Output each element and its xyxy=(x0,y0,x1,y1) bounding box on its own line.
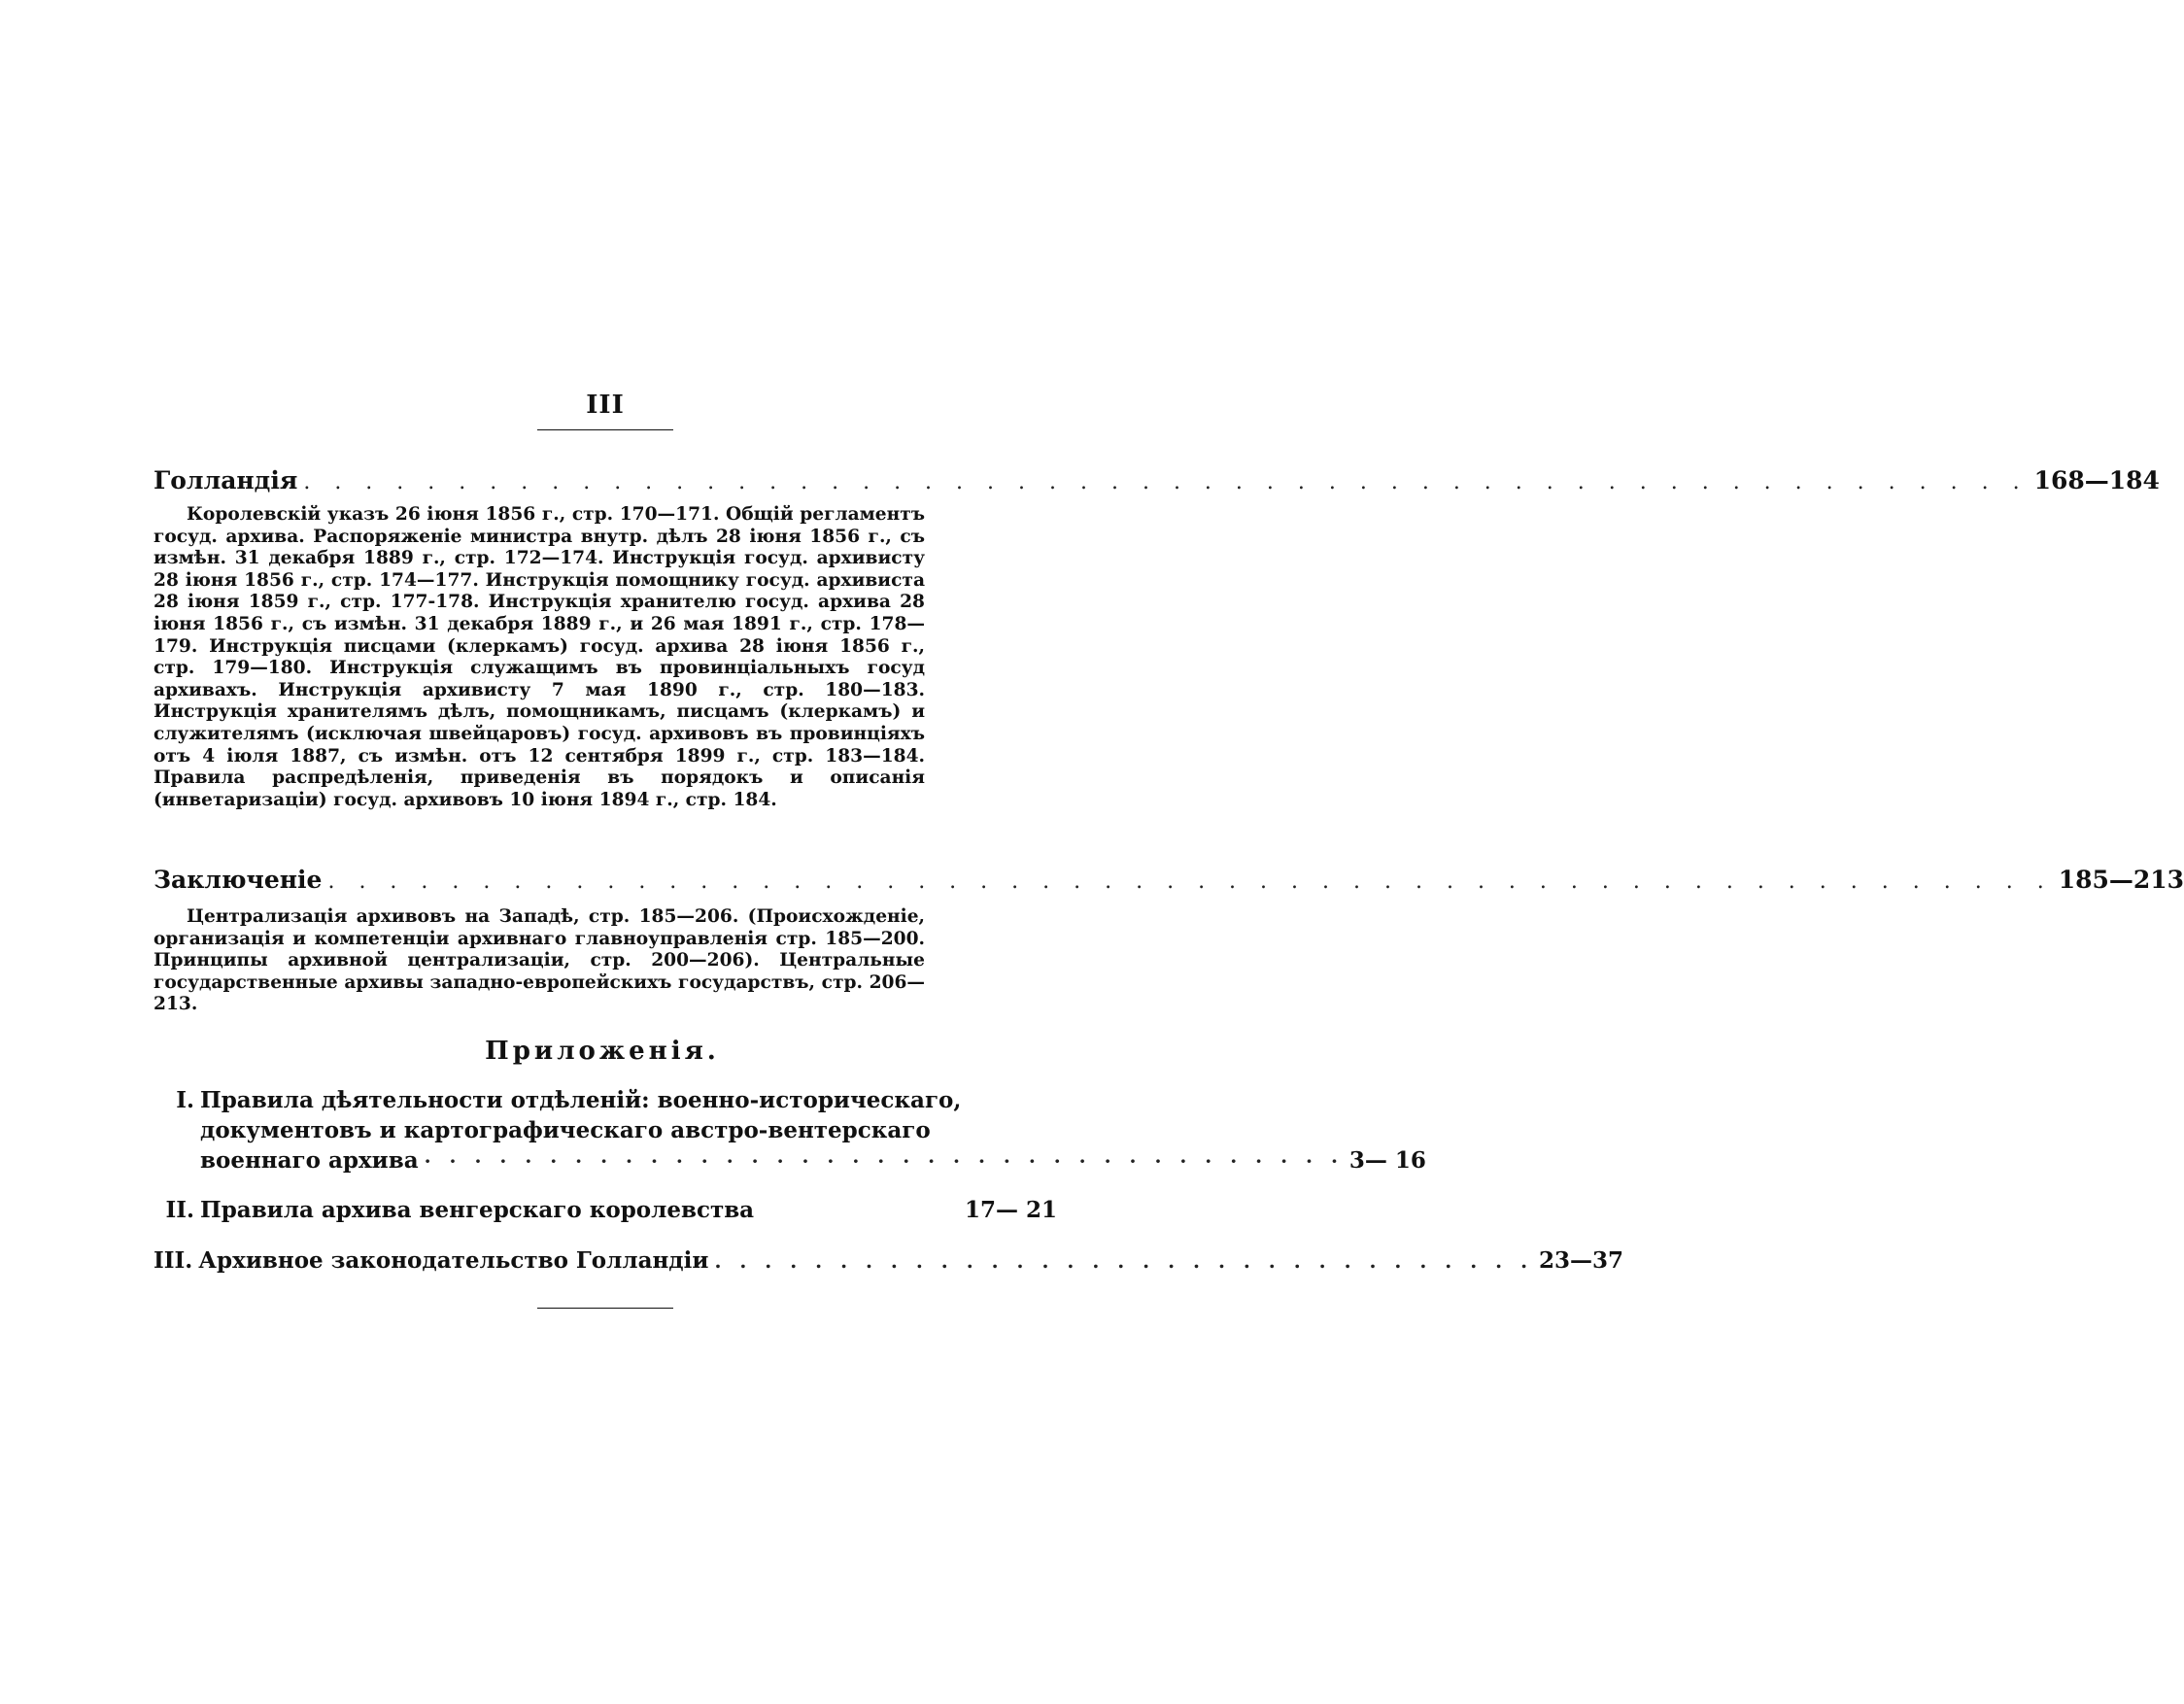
toc-entry-title: Заключеніе xyxy=(154,866,323,894)
toc-entry-pages: 168—184 xyxy=(2033,466,2160,494)
toc-entry-description: Централизація архивовъ на Западѣ, стр. 185—206. (Происхожденіе, организація и компетенціи архивнаго главноуправленія стр. 185—200. Принципы архивной централизаціи, стр. 200—206). Центральные государственные архивы западно-европейскихъ государствъ, стр. 206—213. xyxy=(154,906,925,1015)
appendix-number: III. xyxy=(154,1247,193,1274)
toc-entry-title: Голландія xyxy=(154,466,298,494)
appendix-title-line: военнаго архива xyxy=(200,1147,419,1174)
leader-dots: · · · · · · · · · · · · · · · · · · · · · · · · · · · · · · · · · · · · · xyxy=(424,1149,1344,1173)
leader-dots: . . . . . . . . . . . . . . . . . . . . . . . . . . . . . . . . . xyxy=(714,1249,1534,1273)
appendix-item-2 xyxy=(154,1195,1057,1225)
appendix-title-line: документовъ и картографическаго австро-вентерскаго xyxy=(200,1117,931,1143)
appendix-title-line: Правила дѣятельности отдѣленій: военно-историческаго, xyxy=(200,1087,962,1113)
appendices-heading: Приложенія. xyxy=(485,1037,720,1066)
appendix-pages: 23—37 xyxy=(1539,1247,1624,1274)
appendix-item-1 xyxy=(154,1085,1426,1176)
header-rule xyxy=(537,429,673,430)
appendix-item-3 xyxy=(154,1245,1624,1276)
appendix-number: I. xyxy=(176,1087,194,1113)
leader-dots: . . . . . . . . . . . . . . . . . . . . . . . . . . . . . . . . . . . . . . . . . . . . . . . . . . . . . . . . xyxy=(303,470,2029,494)
footer-rule xyxy=(537,1308,673,1309)
appendix-pages: 17— 21 xyxy=(964,1197,1057,1223)
toc-entry-pages: 185—213 xyxy=(2058,866,2184,894)
appendix-title-line: Архивное законодательство Голландіи xyxy=(198,1247,709,1274)
toc-entry-description: Королевскій указъ 26 іюня 1856 г., стр. 170—171. Общій регламентъ госуд. архива. Распоряженіе министра внутр. дѣлъ 28 іюня 1856 г., съ измѣн. 31 декабря 1889 г., стр. 172—174. Инструкція госуд. архивисту 28 іюня 1856 г., стр. 174—177. Инструкція помощнику госуд. архивиста 28 іюня 1859 г., стр. 177-178. Инструкція хранителю госуд. архива 28 іюня 1856 г., съ измѣн. 31 декабря 1889 г., и 26 мая 1891 г., стр. 178—179. Инструкція писцами (клеркамъ) госуд. архива 28 іюня 1856 г., стр. 179—180. Инструкція служащимъ въ провинціальныхъ госуд архивахъ. Инструкція архивисту 7 мая 1890 г., стр. 180—183. Инструкція хранителямъ дѣлъ, помощникамъ, писцамъ (клеркамъ) и служителямъ (исключая швейцаровъ) госуд. архивовъ въ провинціяхъ отъ 4 іюля 1887, съ измѣн. отъ 12 сентября 1899 г., стр. 183—184. Правила распредѣленія, приведенія въ порядокъ и описанія (инветаризаціи) госуд. архивовъ 10 іюня 1894 г., стр. 184. xyxy=(154,504,925,810)
appendix-number: II. xyxy=(165,1197,194,1223)
toc-entry-holland xyxy=(154,466,2160,501)
page-number: III xyxy=(586,391,625,420)
appendix-title-line: Правила архива венгерскаго королевства xyxy=(200,1197,755,1223)
leader-dots: . . . . . . . . . . . . . . . . . . . . . . . . . . . . . . . . . . . . . . . . . . . . . . . . . . . . . . . . xyxy=(327,869,2053,894)
appendix-pages: 3— 16 xyxy=(1348,1147,1426,1174)
toc-entry-conclusion xyxy=(154,866,2184,901)
